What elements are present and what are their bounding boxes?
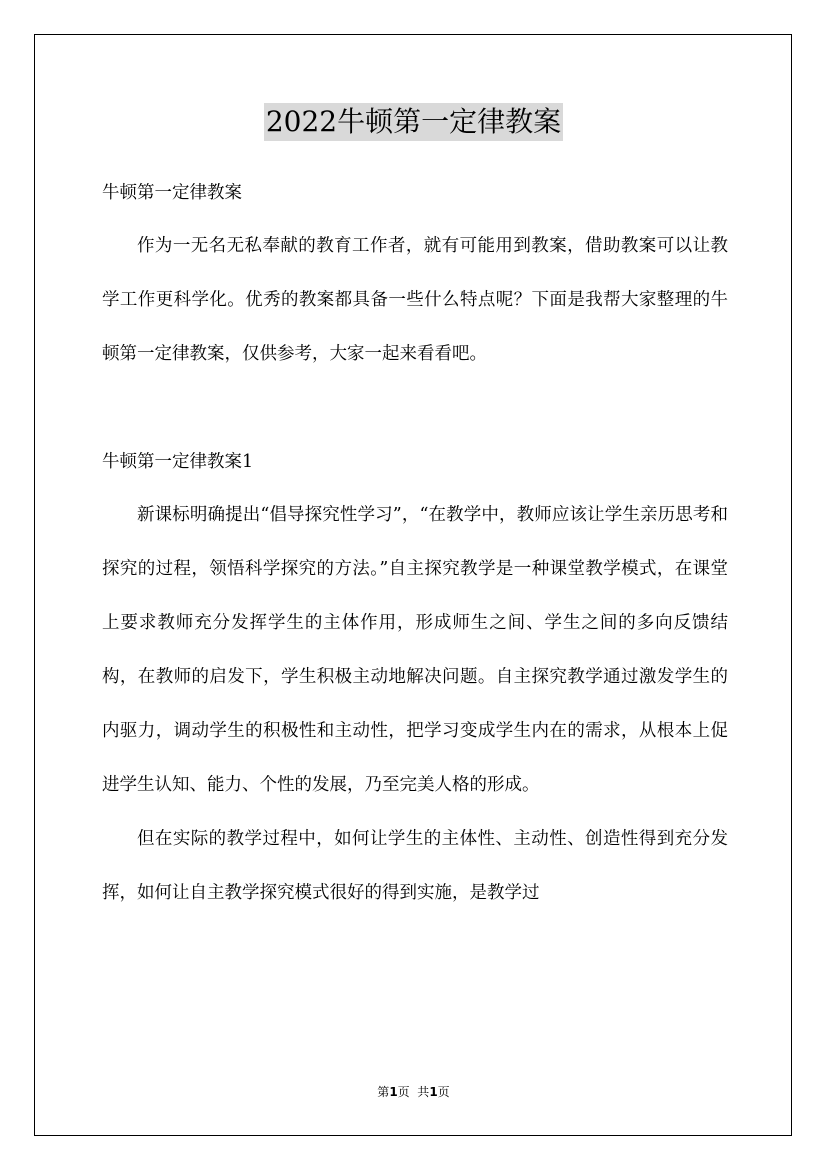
intro-heading: 牛顿第一定律教案: [102, 183, 242, 203]
footer-suffix: 页: [437, 1085, 450, 1099]
document-title: 2022牛顿第一定律教案: [264, 103, 563, 141]
footer-mid: 页 共: [397, 1085, 430, 1099]
document-body: [102, 175, 728, 920]
section1-heading: 牛顿第一定律教案1: [102, 452, 254, 472]
intro-paragraph: 作为一无名无私奉献的教育工作者，就有可能用到教案，借助教案可以让教学工作更科学化。优秀的教案都具备一些什么特点呢？下面是我帮大家整理的牛顿第一定律教案，仅供参考，大家一起来看看吧。: [102, 236, 728, 364]
page-footer: [0, 1083, 827, 1100]
footer-prefix: 第: [377, 1085, 390, 1099]
section-spacer: [102, 381, 728, 444]
footer-current-page: 1: [389, 1085, 398, 1099]
title-container: [0, 103, 827, 141]
footer-total-pages: 1: [429, 1085, 438, 1099]
section1-paragraph-2: 但在实际的教学过程中，如何让学生的主体性、主动性、创造性得到充分发挥，如何让自主教学探究模式很好的得到实施，是教学过: [102, 829, 728, 903]
section1-paragraph-1: 新课标明确提出“倡导探究性学习”，“在教学中，教师应该让学生亲历思考和探究的过程，领悟科学探究的方法。”自主探究教学是一种课堂教学模式，在课堂上要求教师充分发挥学生的主体作用，形成师生之间、学生之间的多向反馈结构，在教师的启发下，学生积极主动地解决问题。自主探究教学通过激发学生的内驱力，调动学生的积极性和主动性，把学习变成学生内在的需求，从根本上促进学生认知、能力、个性的发展，乃至完美人格的形成。: [102, 505, 728, 795]
